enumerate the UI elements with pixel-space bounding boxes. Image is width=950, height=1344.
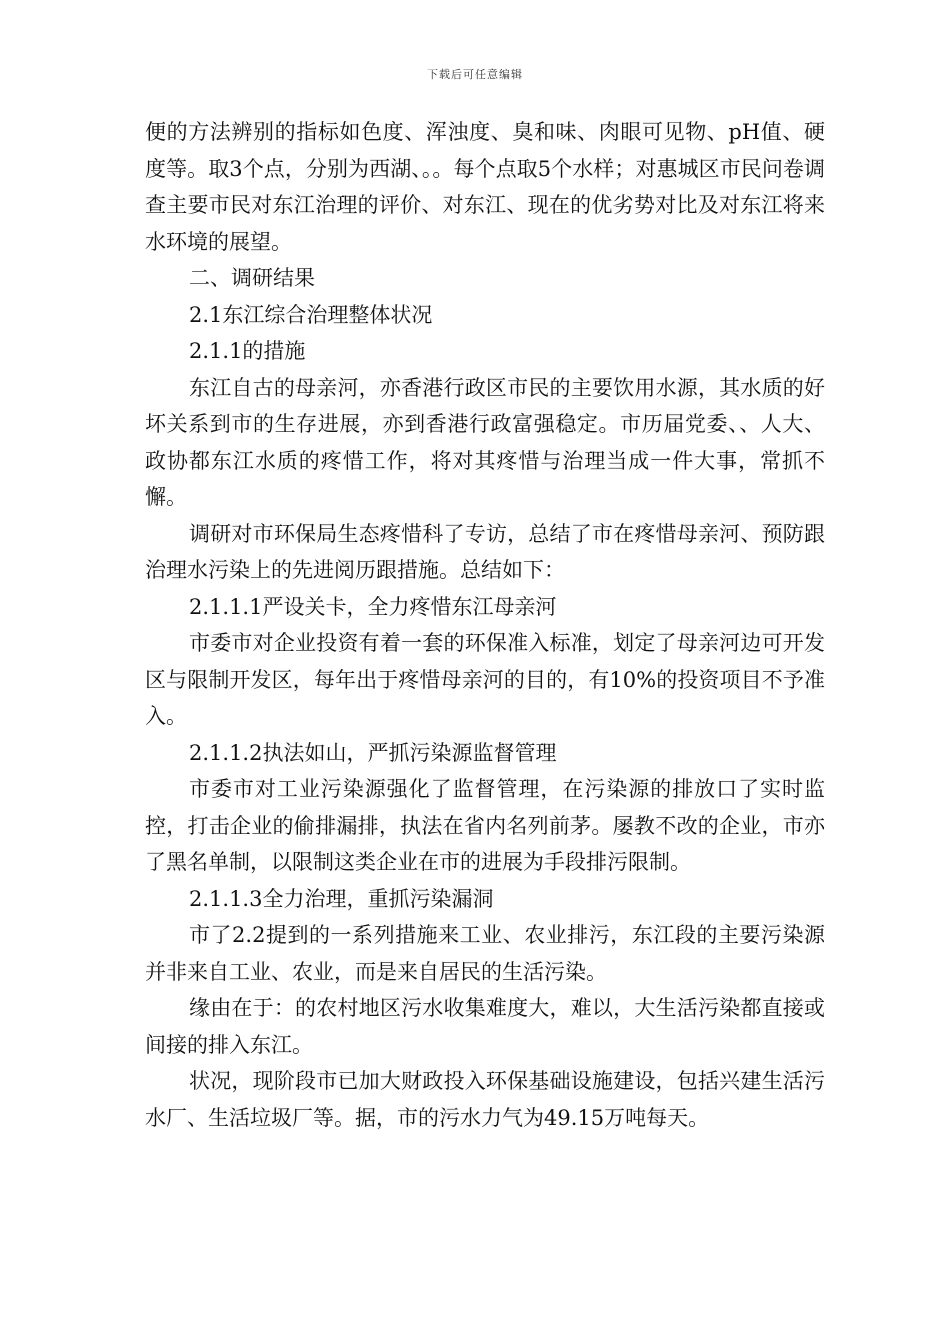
paragraph: 2.1.1的措施 — [189, 339, 306, 363]
paragraph: 状况，现阶段市已加大财政投入环保基础设施建设，包括兴建生活污水厂、生活垃圾厂等。据，市的污水力气为49.15万吨每天。 — [145, 1069, 825, 1130]
paragraph: 二、调研结果 — [189, 266, 315, 290]
paragraph: 2.1.1.1严设关卡，全力疼惜东江母亲河 — [189, 594, 557, 619]
paragraph: 调研对市环保局生态疼惜科了专访，总结了市在疼惜母亲河、预防跟治理水污染上的先进阅历跟措施。总结如下： — [145, 521, 825, 582]
paragraph: 东江自古的母亲河，亦香港行政区市民的主要饮用水源，其水质的好坏关系到市的生存进展，亦到香港行政富强稳定。市历届党委、、人大、政协都东江水质的疼惜工作，将对其疼惜与治理当成一件大事，常抓不懈。 — [145, 375, 825, 509]
paragraph: 市委市对企业投资有着一套的环保准入标准，划定了母亲河边可开发区与限制开发区，每年出于疼惜母亲河的目的，有10%的投资项目不予准入。 — [145, 631, 825, 728]
paragraph: 市了2.2提到的一系列措施来工业、农业排污，东江段的主要污染源并非来自工业、农业，而是来自居民的生活污染。 — [145, 923, 825, 984]
paragraph: 市委市对工业污染源强化了监督管理，在污染源的排放口了实时监控，打击企业的偷排漏排，执法在省内名列前茅。屡教不改的企业，市亦了黑名单制，以限制这类企业在市的进展为手段排污限制。 — [145, 777, 825, 874]
paragraph: 2.1.1.2执法如山，严抓污染源监督管理 — [189, 740, 557, 765]
paragraph: 缘由在于：的农村地区污水收集难度大，难以，大生活污染都直接或间接的排入东江。 — [145, 996, 825, 1057]
paragraph: 2.1东江综合治理整体状况 — [189, 302, 433, 327]
paragraph: 2.1.1.3全力治理，重抓污染漏洞 — [189, 886, 494, 911]
paragraph: 便的方法辨别的指标如色度、浑浊度、臭和味、肉眼可见物、pH值、硬度等。取3个点，分别为西湖、。。每个点取5个水样；对惠城区市民问卷调查主要市民对东江治理的评价、对东江、现在的优劣势对比及对东江将来水环境的展望。 — [145, 120, 825, 254]
document-body — [145, 114, 825, 1136]
page-header: 下载后可任意编辑 — [427, 68, 523, 81]
